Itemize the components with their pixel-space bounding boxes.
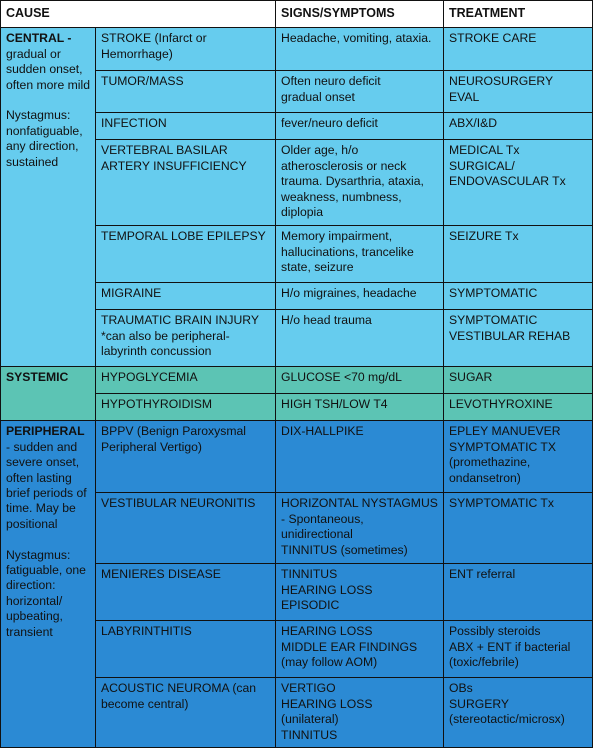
treatment-cell: SEIZURE Tx: [444, 226, 593, 283]
treatment-cell: LEVOTHYROXINE: [444, 394, 593, 421]
group-title: PERIPHERAL: [6, 424, 85, 439]
signs-cell: GLUCOSE <70 mg/dL: [276, 367, 444, 394]
cause-cell: MENIERES DISEASE: [96, 564, 276, 621]
treatment-cell: SYMPTOMATIC Tx: [444, 493, 593, 564]
header-treatment: TREATMENT: [444, 1, 593, 28]
group-title: SYSTEMIC: [6, 370, 69, 385]
treatment-cell: SYMPTOMATIC VESTIBULAR REHAB: [444, 310, 593, 367]
signs-cell: H/o head trauma: [276, 310, 444, 367]
treatment-cell: NEUROSURGERY EVAL: [444, 71, 593, 113]
signs-cell: Headache, vomiting, ataxia.: [276, 28, 444, 71]
cause-cell: HYPOTHYROIDISM: [96, 394, 276, 421]
treatment-cell: EPLEY MANUEVER SYMPTOMATIC TX (promethazine, ondansetron): [444, 421, 593, 493]
treatment-cell: MEDICAL Tx SURGICAL/ ENDOVASCULAR Tx: [444, 140, 593, 226]
signs-cell: HORIZONTAL NYSTAGMUS - Spontaneous, unidirectional TINNITUS (sometimes): [276, 493, 444, 564]
signs-cell: DIX-HALLPIKE: [276, 421, 444, 493]
cause-cell: INFECTION: [96, 113, 276, 140]
table-row: [1, 421, 593, 493]
signs-cell: Often neuro deficit gradual onset: [276, 71, 444, 113]
table-row: [1, 28, 593, 71]
cause-cell: TEMPORAL LOBE EPILEPSY: [96, 226, 276, 283]
cause-cell: MIGRAINE: [96, 283, 276, 310]
header-cause: CAUSE: [1, 1, 276, 28]
group-description: gradual or sudden onset, often more mild Nystagmus: nonfatiguable, any direction, sustained: [6, 46, 90, 169]
signs-cell: VERTIGO HEARING LOSS (unilateral) TINNITUS: [276, 678, 444, 748]
signs-cell: fever/neuro deficit: [276, 113, 444, 140]
group-description: - sudden and severe onset, often lasting brief periods of time. May be positional Nystagmus: fatiguable, one direction: horizontal/ upbeating, transient: [6, 439, 87, 639]
group-title: CENTRAL -: [6, 31, 72, 46]
group-peripheral: [1, 421, 96, 748]
signs-cell: Memory impairment, hallucinations, trancelike state, seizure: [276, 226, 444, 283]
signs-cell: H/o migraines, headache: [276, 283, 444, 310]
cause-cell: VERTEBRAL BASILAR ARTERY INSUFFICIENCY: [96, 140, 276, 226]
treatment-cell: OBs SURGERY (stereotactic/microsx): [444, 678, 593, 748]
cause-cell: TRAUMATIC BRAIN INJURY *can also be peripheral-labyrinth concussion: [96, 310, 276, 367]
cause-cell: VESTIBULAR NEURONITIS: [96, 493, 276, 564]
cause-cell: TUMOR/MASS: [96, 71, 276, 113]
header-signs: SIGNS/SYMPTOMS: [276, 1, 444, 28]
treatment-cell: ENT referral: [444, 564, 593, 621]
cause-cell: ACOUSTIC NEUROMA (can become central): [96, 678, 276, 748]
signs-cell: TINNITUS HEARING LOSS EPISODIC: [276, 564, 444, 621]
group-central: [1, 28, 96, 367]
treatment-cell: ABX/I&D: [444, 113, 593, 140]
group-systemic: [1, 367, 96, 421]
treatment-cell: STROKE CARE: [444, 28, 593, 71]
signs-cell: HEARING LOSS MIDDLE EAR FINDINGS (may follow AOM): [276, 621, 444, 678]
cause-cell: STROKE (Infarct or Hemorrhage): [96, 28, 276, 71]
treatment-cell: SUGAR: [444, 367, 593, 394]
treatment-cell: Possibly steroids ABX + ENT if bacterial (toxic/febrile): [444, 621, 593, 678]
table-row: [1, 367, 593, 394]
cause-cell: LABYRINTHITIS: [96, 621, 276, 678]
cause-cell: BPPV (Benign Paroxysmal Peripheral Vertigo): [96, 421, 276, 493]
signs-cell: Older age, h/o atherosclerosis or neck trauma. Dysarthria, ataxia, weakness, numbness, diplopia: [276, 140, 444, 226]
header-row: [1, 1, 593, 28]
cause-cell: HYPOGLYCEMIA: [96, 367, 276, 394]
signs-cell: HIGH TSH/LOW T4: [276, 394, 444, 421]
treatment-cell: SYMPTOMATIC: [444, 283, 593, 310]
